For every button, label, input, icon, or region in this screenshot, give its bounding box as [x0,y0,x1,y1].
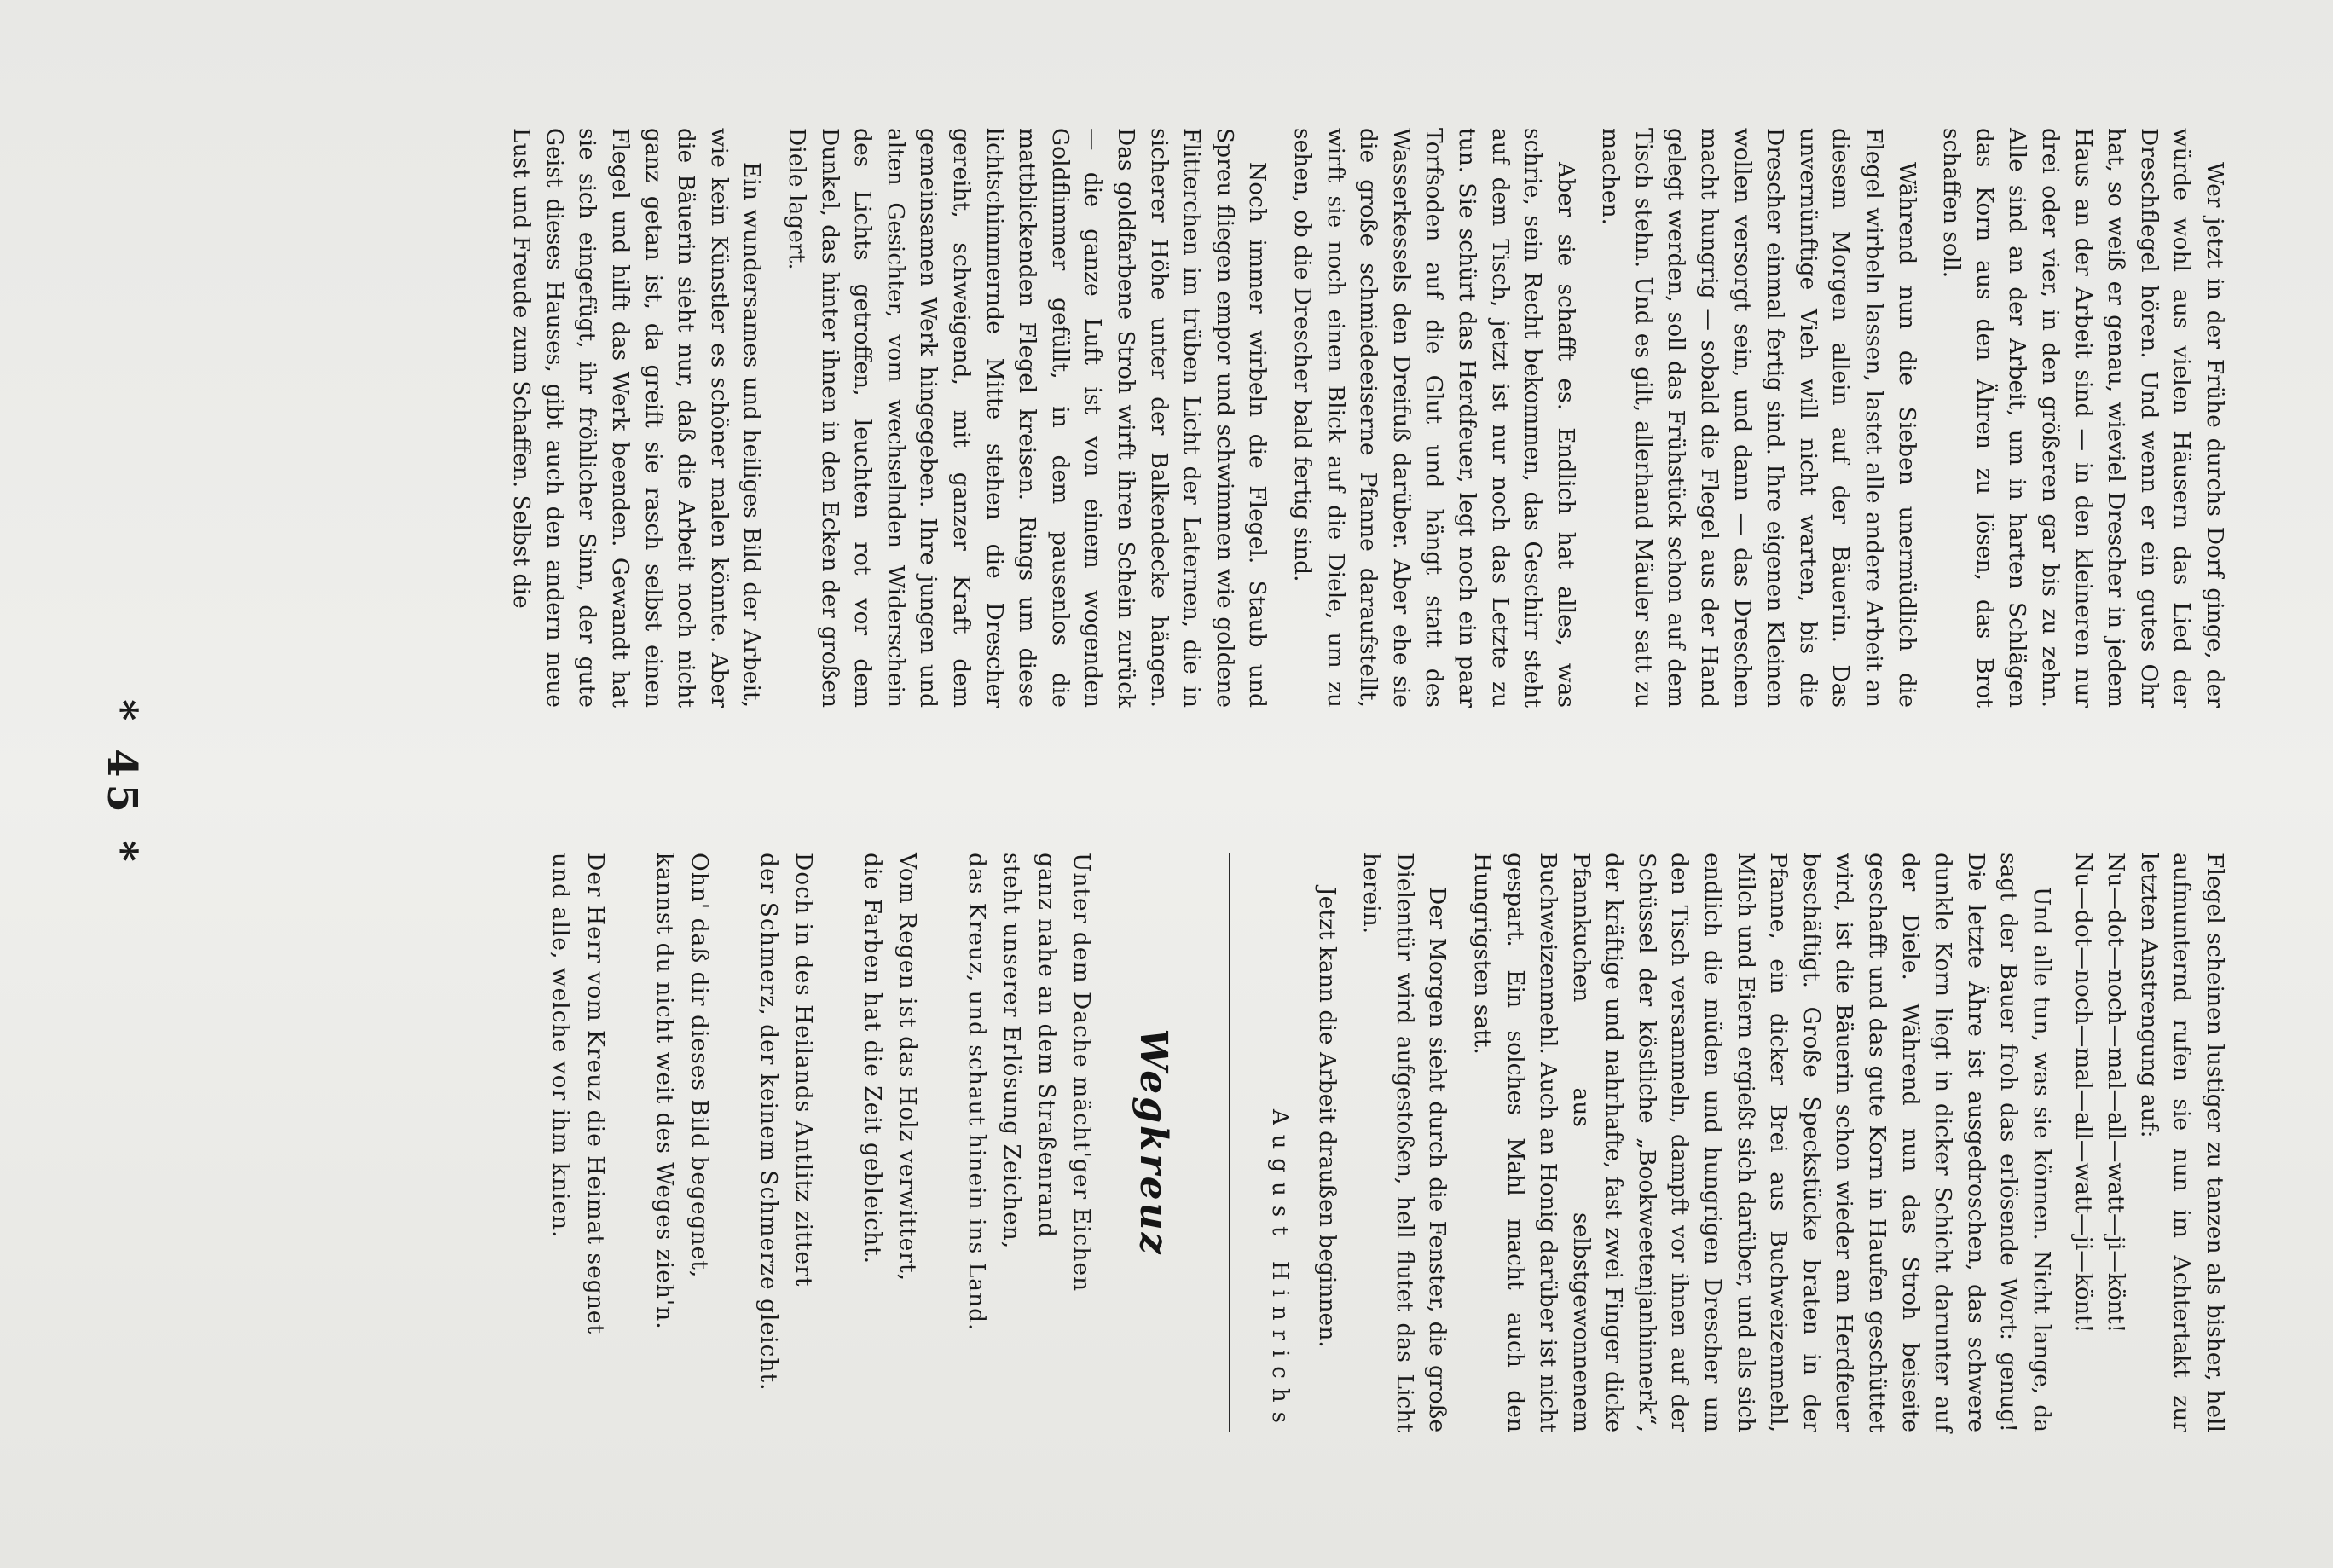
paragraph-3: Aber sie schafft es. Endlich hat alles, was schrie, sein Recht bekommen, das Geschirr steht auf dem Tisch, jetzt ist nur noch das Letzte zu tun. Sie schürt das Herdfeuer, legt noch ein paar Torfsoden auf die Glut und hängt statt des Wasserkessels den Dreifuß darüber. Aber ehe sie die große schmiedeeiserne Pfanne daraufstellt, wirft sie noch einen Blick auf die Diele, um zu sehen, ob die Drescher bald fertig sind. [1288,128,1579,708]
right-column [509,853,2231,1432]
poem-stanza [855,853,925,1432]
paragraph-8: Jetzt kann die Arbeit draußen beginnen. [1313,887,1340,1348]
poem-line: und alle, welche vor ihm knien. [547,853,574,1239]
poem-line: Doch in des Heilands Antlitz zittert [790,853,817,1287]
paragraph-1: Wer jetzt in der Frühe durchs Dorf ginge, der würde wohl aus vielen Häusern das Lied der Dreschflegel hören. Und wenn er ein gutes Ohr hat, so weiß er genau, wieviel Drescher in jedem Haus an der Arbeit sind — in den kleineren nur drei oder vier, in den größeren gar bis zu zehn. Alle sind an der Arbeit, um in harten Schlägen das Korn aus den Ähren zu lösen, das Brot schaffen soll. [1938,128,2228,708]
poem-line: der Schmerz, der keinem Schmerze gleicht. [755,853,782,1392]
section-divider [1229,853,1230,1432]
author-signature: August Hinrichs [1266,1108,1293,1432]
poem-stanza [959,853,1099,1432]
poem-line: Unter dem Dache mächt'ger Eichen [1068,853,1095,1293]
poem-line: Ohn' daß dir dieses Bild begegnet, [686,853,713,1279]
poem-stanza [543,853,613,1432]
paragraph-2: Während nun die Sieben unermüdlich die Flegel wirbeln lassen, lastet alle andere Arbeit an diesem Morgen allein auf der Bäuerin. Das unvernünftige Vieh will nicht warten, bis die Drescher einmal fertig sind. Ihre eigenen Kleinen wollen versorgt sein, und dann — das Dreschen macht hungrig — sobald die Flegel aus der Hand gelegt werden, soll das Frühstück schon auf dem Tisch stehn. Und es gilt, allerhand Mäuler satt zu machen. [1597,128,1920,708]
poem-line: kannst du nicht weit des Weges zieh'n. [651,853,678,1330]
poem-line: steht unserer Erlösung Zeichen, [998,853,1025,1250]
poem-line: Vom Regen ist das Holz verwittert, [894,853,921,1282]
paragraph-continued: Flegel scheinen lustiger zu tanzen als bisher, hell aufmunternd rufen sie nun im Achtertakt zur letzten Anstrengung auf: [2135,853,2228,1432]
poem-line: ganz nahe an dem Straßenrand [1033,853,1060,1238]
poem-title: Wegkreuz [1132,1028,1176,1257]
paragraph-5: Ein wundersames und heiliges Bild der Arbeit, wie kein Künstler es schöner malen könnte. Aber die Bäuerin sieht nur, daß die Arbeit noch nicht ganz getan ist, da greift sie rasch selbst einen Flegel und hilft das Werk beenden. Gewandt hat sie sich eingefügt, ihr fröhlicher Sinn, der gute Geist dieses Hauses, gibt auch den andern neue Lust und Freude zum Schaffen. Selbst die [508,128,766,708]
flegel-cry [2066,853,2132,1432]
paragraph-7: Der Morgen sieht durch die Fenster, die große Dielentür wird aufgestoßen, hell flutet das Licht herein. [1358,853,1451,1432]
left-column [505,128,2231,708]
poem-stanza [647,853,717,1432]
poem-line: Der Herr vom Kreuz die Heimat segnet [582,853,609,1335]
poem-stanza [751,853,821,1432]
paragraph-4: Noch immer wirbeln die Flegel. Staub und Spreu fliegen empor und schwimmen wie goldene Flitterchen im trüben Licht der Laternen, die in sicherer Höhe unter der Balkendecke hängen. Das goldfarbene Stroh wirft ihren Schein zurück — die ganze Luft ist von einem wogenden Goldflimmer gefüllt, in dem pausenlos die mattblickenden Flegel kreisen. Rings um diese lichtschimmernde Mitte stehen die Drescher gereiht, schweigend, mit ganzer Kraft dem gemeinsamen Werk hingegeben. Ihre jungen und alten Gesichter, vom wechselnden Widerschein des Lichts getroffen, leuchten rot vor dem Dunkel, das hinter ihnen in den Ecken der großen Diele lagert. [784,128,1271,708]
poem-line: das Kreuz, und schaut hinein ins Land. [963,853,990,1332]
paragraph-6: Und alle tun, was sie können. Nicht lange, da sagt der Bauer froh das erlösende Wort: genug! Die letzte Ähre ist ausgedroschen, das schwere dunkle Korn liegt in dicker Schicht darunter auf der Diele. Während nun das Stroh beiseite geschafft und das gute Korn in Haufen geschüttet wird, ist die Bäuerin schon wieder am Herdfeuer beschäftigt. Große Speckstücke braten in der Pfanne, ein dicker Brei aus Buchweizenmehl, Milch und Eiern ergießt sich darüber, und als sich endlich die müden und hungrigen Drescher um den Tisch versammeln, dampft vor ihnen auf der Schüssel der köstliche „Bookweetenjanhinnerk“, der kräftige und nahrhafte, fast zwei Finger dicke Pfannkuchen aus selbstgewonnenem Buchweizenmehl. Auch an Honig darüber ist nicht gespart. Ein solches Mahl macht auch den Hungrigsten satt. [1468,853,2056,1432]
flegel-cry-line: Nu—dot—noch—mal—all—watt—ji—könt! [2103,853,2130,1334]
poem-line: die Farben hat die Zeit gebleicht. [859,853,886,1265]
page-number: * 45 * [98,699,146,869]
flegel-cry-line: Nu—dot—noch—mal—all—watt—ji—könt! [2070,853,2097,1334]
